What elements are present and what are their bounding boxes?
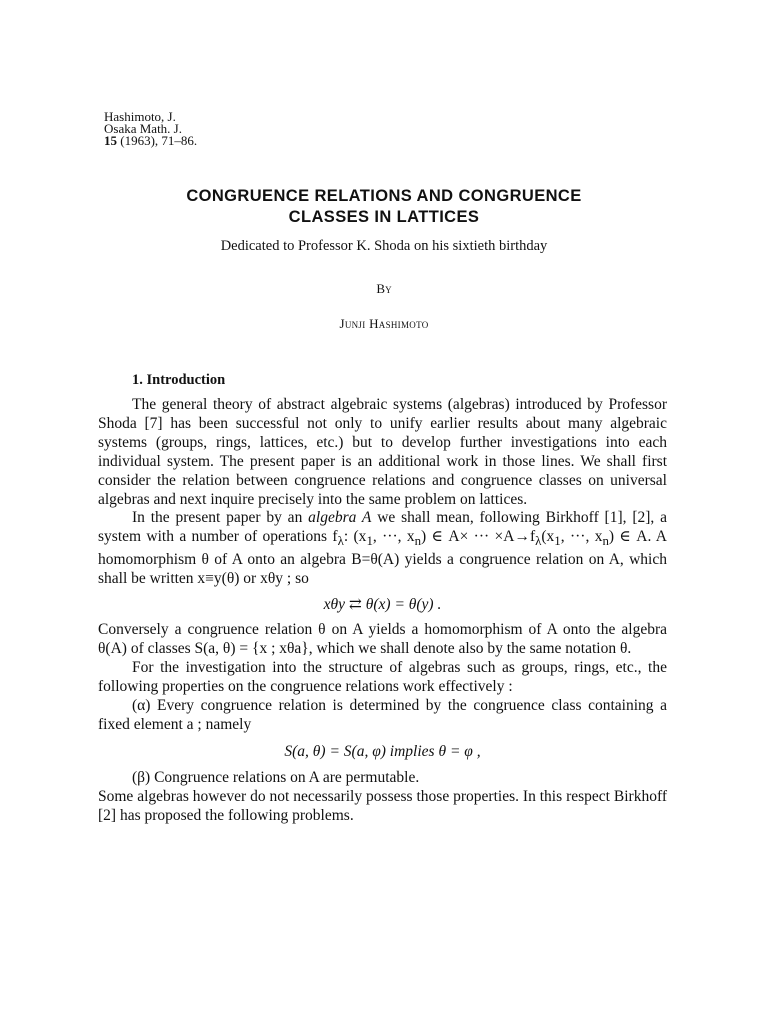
- by-label: By: [376, 281, 392, 296]
- paragraph-2-text-h: ) ∈ A. A homomorphism θ of A onto an algebra B=θ(A) yields a congruence relation on A, which shall be written x≡y(θ) or xθy ; so: [98, 528, 668, 588]
- equation-2: S(a, θ) = S(a, φ) implies θ = φ ,: [284, 742, 481, 760]
- paragraph-4: For the investigation into the structure of algebras such as groups, rings, etc., the following properties on the congruence relations work effectively :: [98, 658, 667, 695]
- paragraph-5: (α) Every congruence relation is determined by the congruence class containing a fixed element a ; namely: [98, 696, 667, 733]
- paragraph-6: (β) Congruence relations on A are permutable.: [132, 769, 420, 787]
- citation-journal: Osaka Math. J.: [104, 121, 182, 136]
- paper-title: [0, 186, 768, 228]
- paragraph-2-text-e: ) ∈ A× ··· ×A→f: [421, 528, 536, 546]
- section-heading: 1. Introduction: [132, 372, 226, 388]
- subscript-n-2: n: [602, 533, 609, 549]
- citation-year-pages: (1963), 71–86.: [117, 133, 198, 148]
- paragraph-2-text-c: : (x: [343, 528, 367, 546]
- author-name: Junji Hashimoto: [339, 316, 429, 331]
- paragraph-2-text-g: , ···, x: [560, 528, 603, 546]
- paragraph-2: [98, 509, 667, 589]
- equation-1: xθy ⇄ θ(x) = θ(y) .: [323, 596, 442, 614]
- citation-block: [104, 111, 197, 147]
- paragraph-2-emphasis: algebra A: [308, 509, 372, 527]
- dedication: Dedicated to Professor K. Shoda on his sixtieth birthday: [220, 238, 548, 254]
- paragraph-2-text-b: we shall mean, following Birkhoff [1], [2], a system with a number of operations f: [98, 509, 667, 546]
- subscript-n: n: [414, 533, 422, 549]
- paper-title-line-2: CLASSES IN LATTICES: [288, 208, 480, 226]
- subscript-one-2: 1: [554, 533, 561, 549]
- paper-title-line-1: CONGRUENCE RELATIONS AND CONGRUENCE: [186, 187, 582, 205]
- paragraph-3: Conversely a congruence relation θ on A yields a homomorphism of A onto the algebra θ(A) of classes S(a, θ) = {x ; xθa}, which we shall denote also by the same notation θ.: [98, 621, 667, 657]
- paragraph-2-text-f: (x: [541, 528, 555, 546]
- paragraph-1: The general theory of abstract algebraic systems (algebras) introduced by Professor Shoda [7] has been successful not only to unify earlier results about many algebraic systems (groups, rings, lattices, etc.) but to develop further investigations into each individual system. The present paper is an additional work in those lines. We shall first consider the relation between congruence relations and congruence classes on universal algebras and next inquire precisely into the same problem on lattices.: [98, 396, 667, 508]
- subscript-lambda-2: λ: [535, 533, 542, 549]
- paragraph-2-text-a: In the present paper by an: [132, 509, 309, 527]
- subscript-lambda: λ: [337, 533, 344, 549]
- paragraph-7: Some algebras however do not necessarily possess those properties. In this respect Birkhoff [2] has proposed the following problems.: [98, 788, 667, 825]
- body-text: [98, 396, 667, 826]
- citation-volume: 15: [104, 133, 117, 148]
- citation-author: Hashimoto, J.: [104, 109, 176, 124]
- citation-volume-pages: [104, 135, 197, 147]
- subscript-one: 1: [366, 533, 373, 549]
- paragraph-2-text-d: , ···, x: [372, 528, 415, 546]
